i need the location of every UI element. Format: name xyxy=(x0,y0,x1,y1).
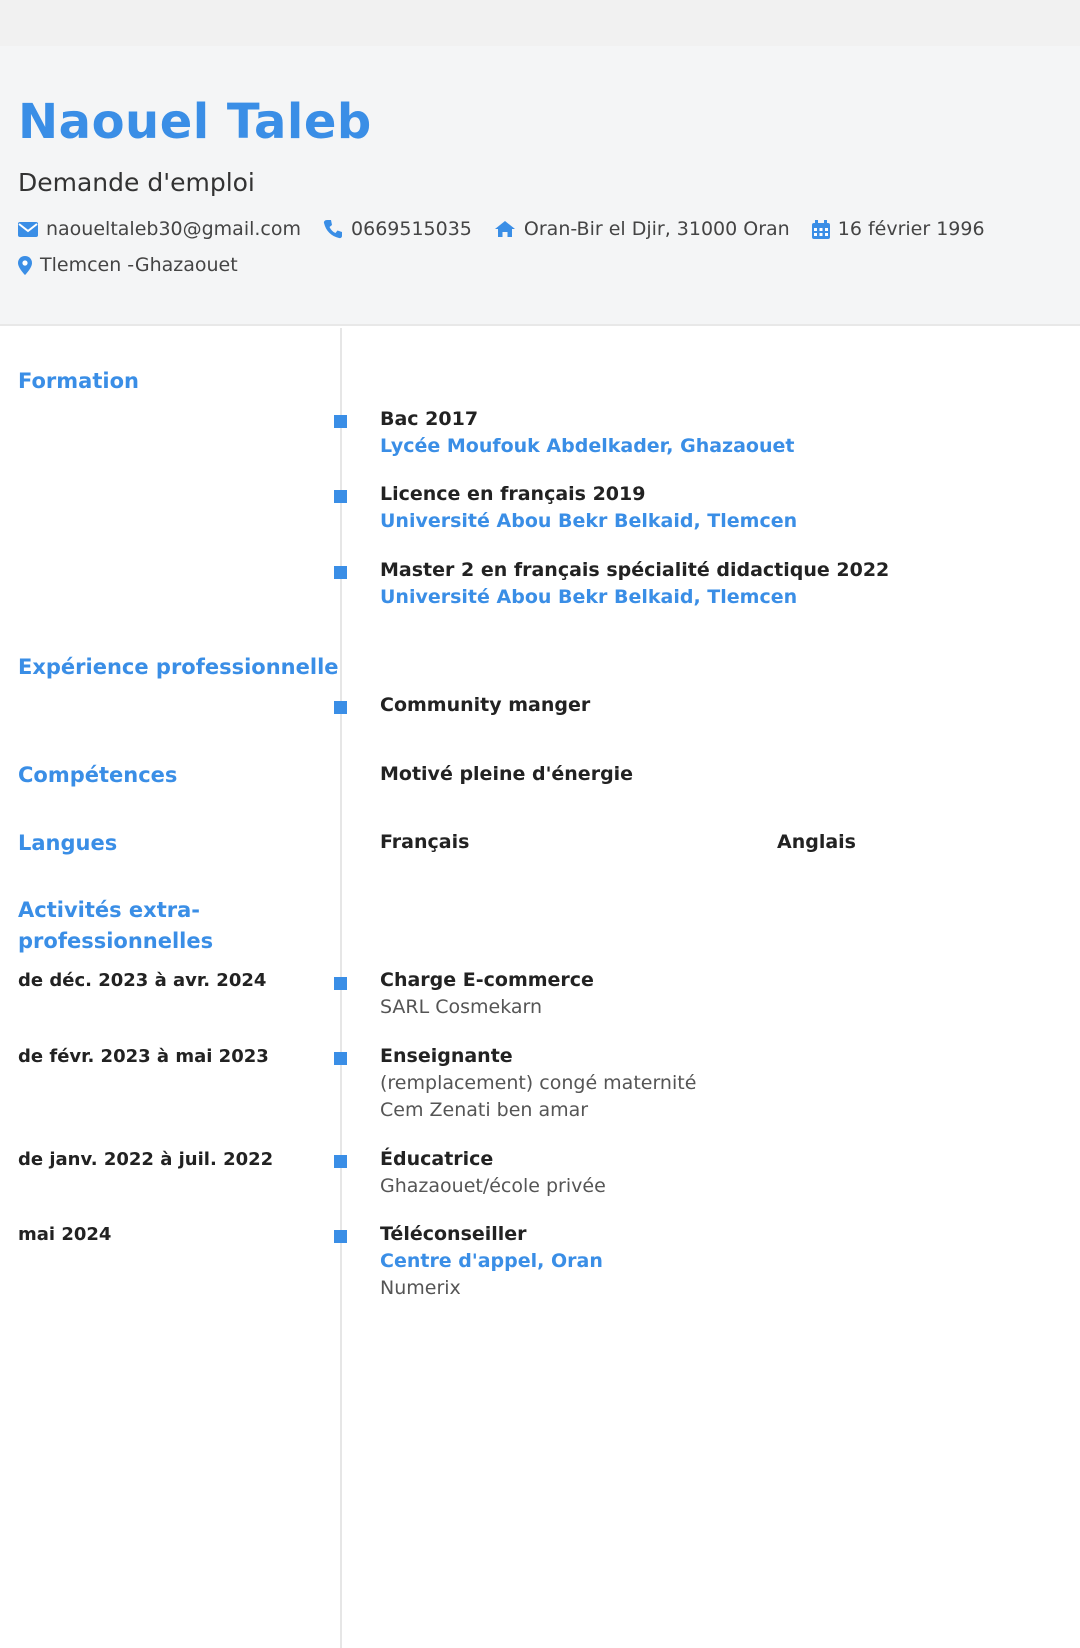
activity-date: de janv. 2022 à juil. 2022 xyxy=(18,1149,274,1170)
timeline-marker xyxy=(334,415,347,428)
activity-detail: SARL Cosmekarn xyxy=(380,996,543,1018)
calendar-icon xyxy=(812,220,830,239)
birthdate-text: 16 février 1996 xyxy=(837,218,985,240)
language-item: Anglais xyxy=(777,831,856,853)
activity-detail: Ghazaouet/école privée xyxy=(380,1175,606,1197)
timeline-marker xyxy=(334,977,347,990)
formation-item xyxy=(380,557,889,611)
section-title-langues: Langues xyxy=(18,831,118,855)
formation-degree: Licence en français 2019 xyxy=(380,483,646,505)
activity-detail: Cem Zenati ben amar xyxy=(380,1099,589,1121)
location-text: Tlemcen -Ghazaouet xyxy=(40,254,238,276)
activity-place: Centre d'appel, Oran xyxy=(380,1250,603,1272)
address-text: Oran-Bir el Djir, 31000 Oran xyxy=(523,218,790,240)
activity-item xyxy=(380,1146,606,1200)
contact-location xyxy=(18,254,238,276)
activity-role: Éducatrice xyxy=(380,1148,494,1170)
phone-text: 0669515035 xyxy=(351,218,472,240)
formation-school: Lycée Moufouk Abdelkader, Ghazaouet xyxy=(380,435,795,457)
contact-phone[interactable] xyxy=(323,218,472,240)
section-title-competences: Compétences xyxy=(18,763,178,787)
formation-school: Université Abou Bekr Belkaid, Tlemcen xyxy=(380,510,798,532)
contact-address xyxy=(494,218,790,240)
activity-item xyxy=(380,967,594,1021)
section-title-formation: Formation xyxy=(18,369,139,393)
activity-item xyxy=(380,1043,696,1124)
contact-email[interactable] xyxy=(18,218,301,240)
section-title-experience: Expérience professionnelle xyxy=(18,655,339,679)
timeline-marker xyxy=(334,701,347,714)
phone-icon xyxy=(323,219,343,239)
activity-item xyxy=(380,1221,603,1302)
timeline-marker xyxy=(334,490,347,503)
formation-item xyxy=(380,481,797,535)
language-item: Français xyxy=(380,831,470,853)
resume-header xyxy=(0,46,1080,326)
timeline-marker xyxy=(334,1052,347,1065)
email-text: naoueltaleb30@gmail.com xyxy=(46,218,302,240)
contact-row-2 xyxy=(18,254,260,276)
section-title-activites: Activités extra-professionnelles xyxy=(18,898,214,953)
experience-item xyxy=(380,692,590,719)
formation-item xyxy=(380,406,794,460)
timeline-marker xyxy=(334,566,347,579)
map-pin-icon xyxy=(18,256,32,275)
activity-date: de févr. 2023 à mai 2023 xyxy=(18,1046,269,1067)
activity-role: Charge E-commerce xyxy=(380,969,594,991)
activity-detail: (remplacement) congé maternité xyxy=(380,1072,697,1094)
contact-row-1 xyxy=(18,218,1007,240)
formation-degree: Bac 2017 xyxy=(380,408,479,430)
activity-date: mai 2024 xyxy=(18,1224,112,1245)
contact-birthdate xyxy=(812,218,985,240)
formation-degree: Master 2 en français spécialité didactique 2022 xyxy=(380,559,890,581)
experience-role: Community manger xyxy=(380,694,591,716)
formation-school: Université Abou Bekr Belkaid, Tlemcen xyxy=(380,586,798,608)
home-icon xyxy=(494,220,516,238)
candidate-name: Naouel Taleb xyxy=(18,94,372,150)
timeline-marker xyxy=(334,1155,347,1168)
activity-detail: Numerix xyxy=(380,1277,461,1299)
top-band xyxy=(0,0,1080,46)
timeline-marker xyxy=(334,1230,347,1243)
envelope-icon xyxy=(18,222,38,237)
activity-role: Enseignante xyxy=(380,1045,513,1067)
competence-value: Motivé pleine d'énergie xyxy=(380,763,634,785)
activity-date: de déc. 2023 à avr. 2024 xyxy=(18,970,267,991)
activity-role: Téléconseiller xyxy=(380,1223,527,1245)
resume-subtitle: Demande d'emploi xyxy=(18,168,255,197)
